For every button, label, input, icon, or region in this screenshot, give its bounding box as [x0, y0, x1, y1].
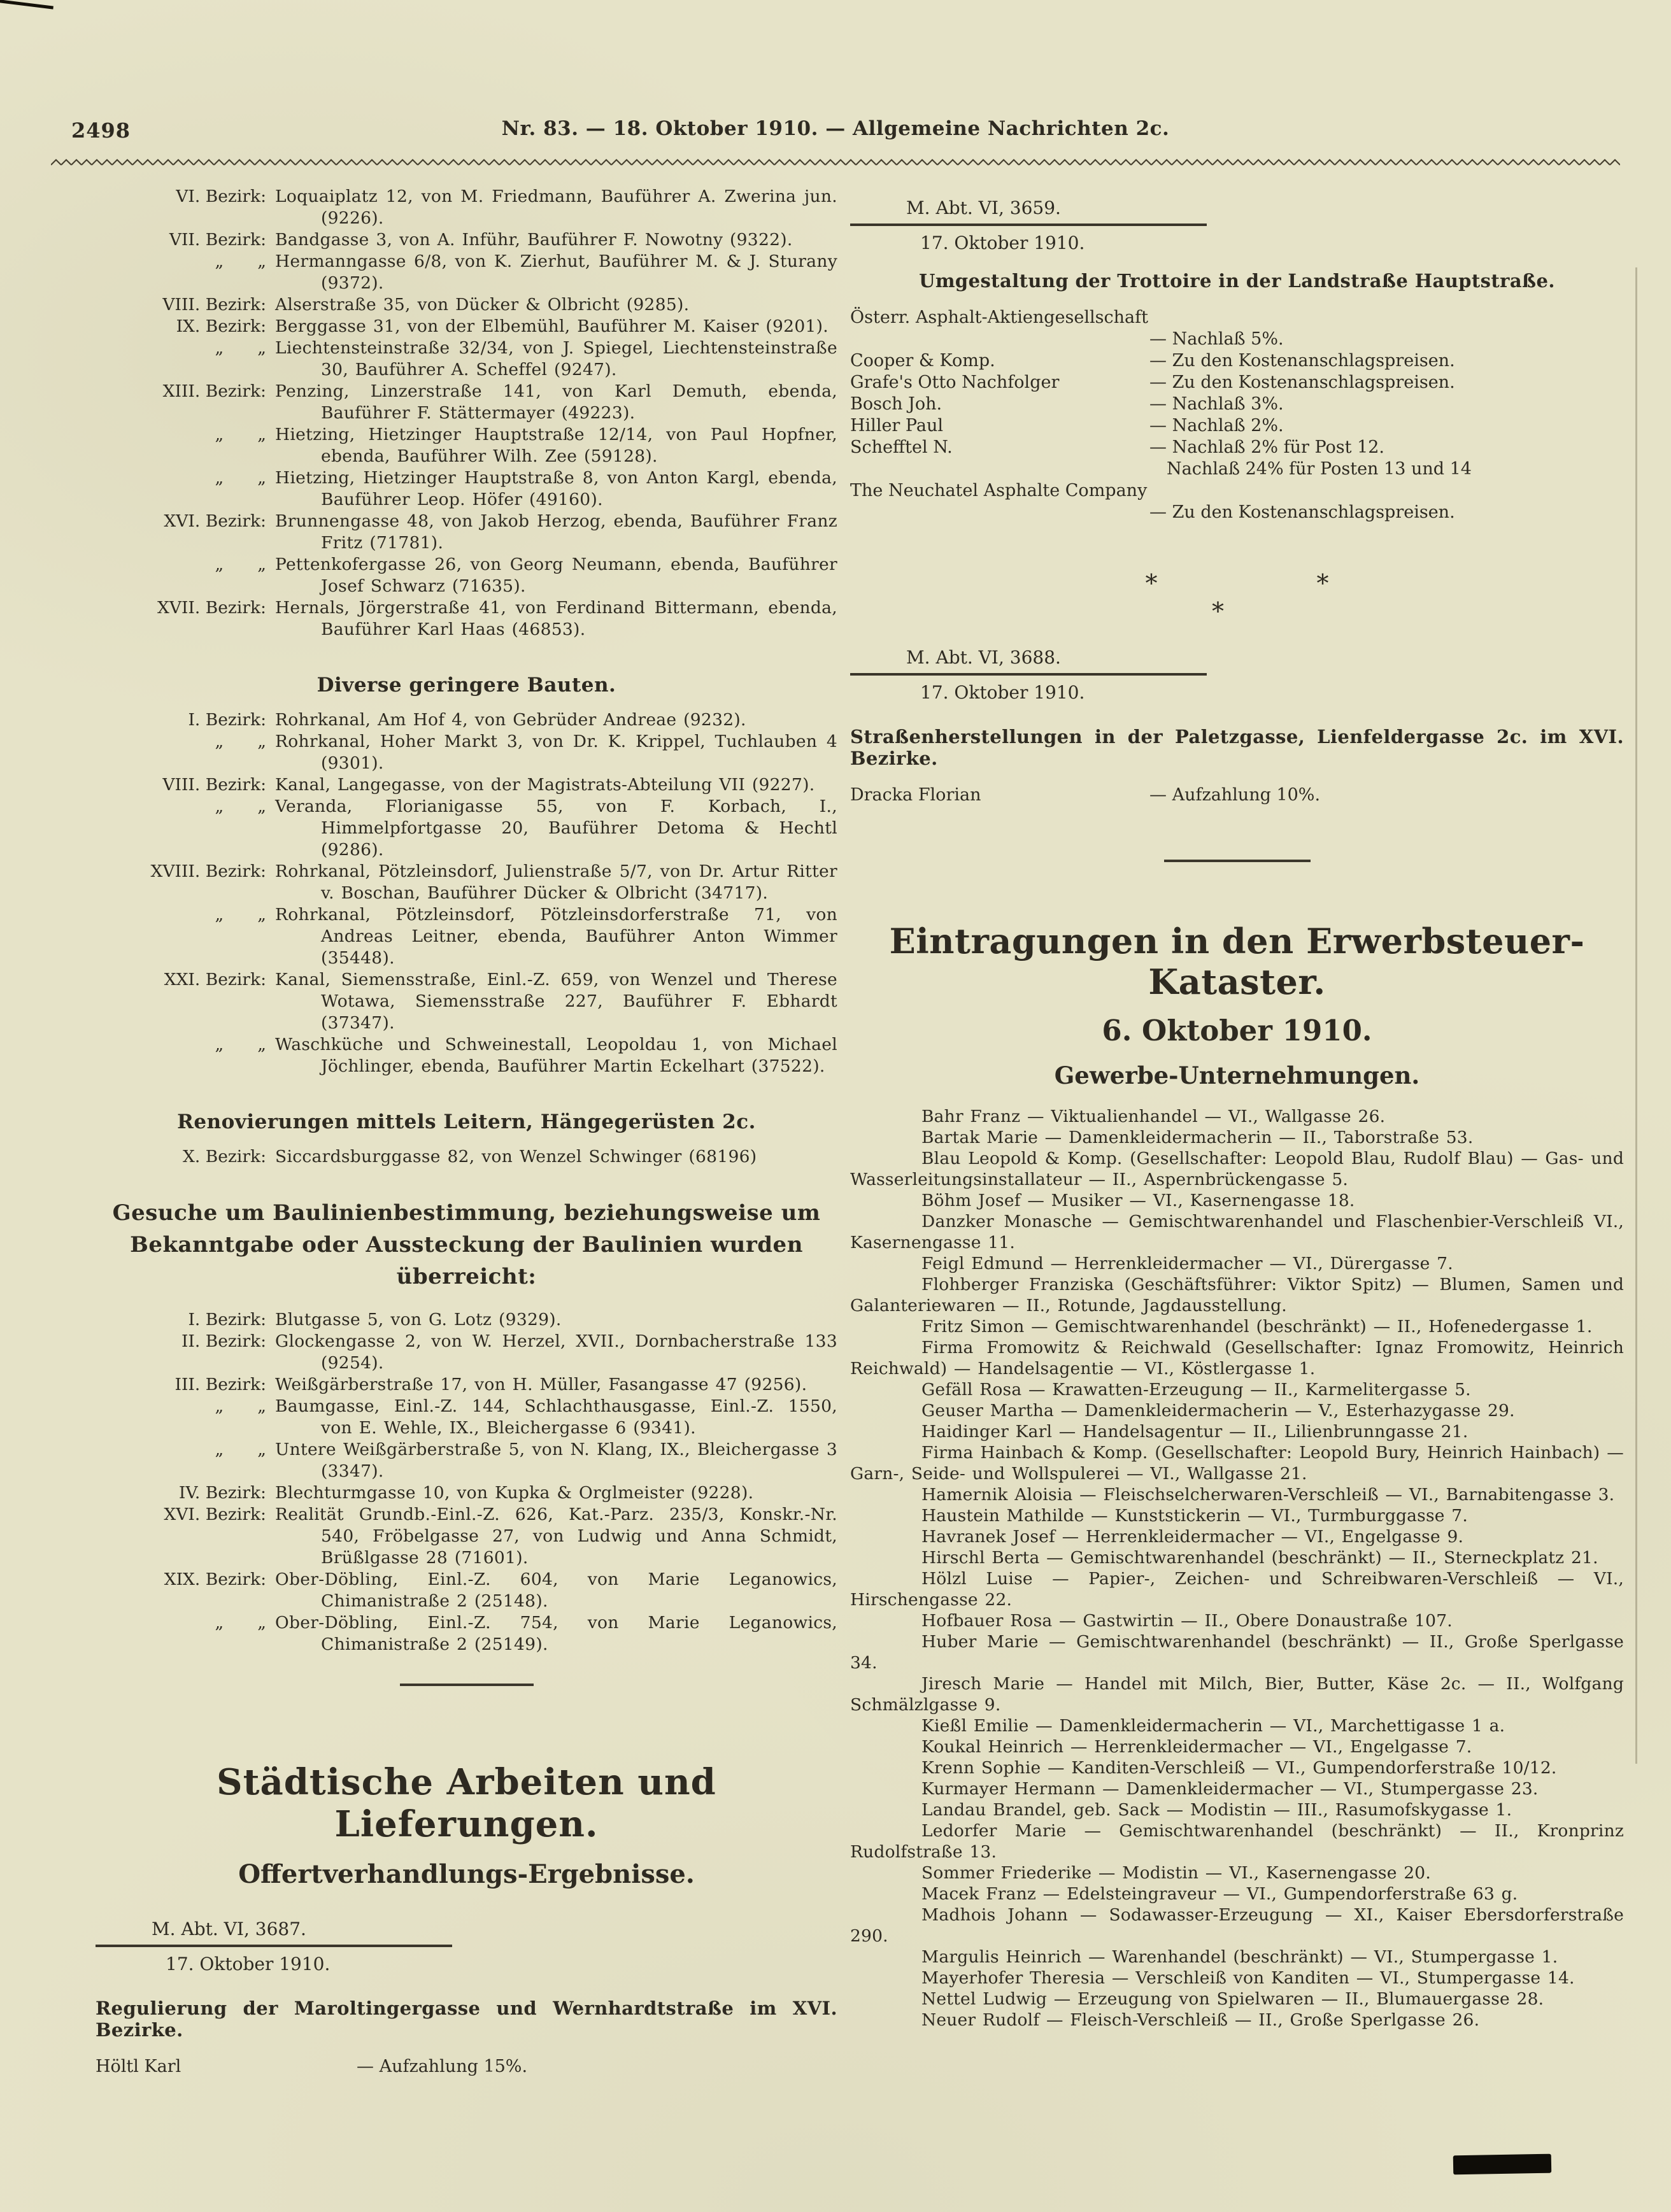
- bezirk-text: Blechturmgasse 10, von Kupka & Orglmeister (9228).: [275, 1483, 754, 1503]
- gewerbe-entry: Ledorfer Marie — Gemischtwarenhandel (beschränkt) — II., Kronprinz Rudolfstraße 13.: [850, 1821, 1624, 1862]
- bezirk-text: Untere Weißgärberstraße 5, von N. Klang, IX., Bleichergasse 3 (3347).: [275, 1440, 837, 1481]
- bidder-result: — Zu den Kostenanschlagspreisen.: [1149, 372, 1455, 392]
- bidders-regulierung: [96, 2056, 837, 2078]
- bezirk-label: „ „: [215, 1035, 266, 1054]
- section-heading-diverse-bauten: Diverse geringere Bauten.: [316, 674, 616, 697]
- bidder-name: [850, 458, 1149, 480]
- bidder-row: [850, 307, 1624, 329]
- gewerbe-entry: Jiresch Marie — Handel mit Milch, Bier, Butter, Käse 2c. — II., Wolfgang Schmälzlgasse 9.: [850, 1674, 1624, 1715]
- renovierungen-entries-list: [96, 1146, 837, 1168]
- gewerbe-entry: Neuer Rudolf — Fleisch-Verschleiß — II., Große Sperlgasse 26.: [921, 2010, 1480, 2030]
- bezirk-text: Hermanngasse 6/8, von K. Zierhut, Bauführer M. & J. Sturany (9372).: [275, 252, 837, 293]
- right-column: [850, 191, 1624, 2031]
- bidder-result: — Nachlaß 3%.: [1149, 394, 1284, 414]
- gewerbe-entry: Madhois Johann — Sodawasser-Erzeugung — XI., Kaiser Ebersdorferstraße 290.: [850, 1905, 1624, 1946]
- bidder-row: [96, 2056, 837, 2078]
- bezirk-entry: [96, 1396, 837, 1439]
- bezirk-entry: [96, 969, 837, 1034]
- section-heading-renovierungen: Renovierungen mittels Leitern, Hängegerüsten 2c.: [177, 1110, 756, 1133]
- bezirk-text: Kanal, Langegasse, von der Magistrats-Abteilung VII (9227).: [275, 775, 815, 795]
- bezirk-entry: [96, 554, 837, 597]
- bezirk-label: VIII. Bezirk:: [162, 295, 266, 315]
- bidder-row: [850, 458, 1624, 480]
- bezirk-entry: [96, 337, 837, 381]
- bezirk-label: XIII. Bezirk:: [162, 381, 266, 401]
- bidder-result: [1149, 480, 1624, 502]
- bidder-name: Österr. Asphalt-Aktiengesellschaft: [850, 308, 1148, 327]
- bezirk-label: XXI. Bezirk:: [164, 970, 266, 989]
- bezirk-entry: [96, 381, 837, 424]
- gewerbe-entry: Firma Fromowitz & Reichwald (Gesellschafter: Ignaz Fromowitz, Heinrich Reichwald) — Handelsagentie — VI., Köstlergasse 1.: [850, 1338, 1624, 1379]
- gewerbe-entry: Landau Brandel, geb. Sack — Modistin — III., Rasumofskygasse 1.: [921, 1800, 1512, 1820]
- gewerbe-entry: Havranek Josef — Herrenkleidermacher — VI., Engelgasse 9.: [921, 1527, 1464, 1547]
- bidder-result: — Nachlaß 5%.: [1149, 329, 1284, 349]
- bezirk-entry: [96, 1569, 837, 1612]
- bezirk-text: Bandgasse 3, von A. Inführ, Bauführer F. Nowotny (9322).: [275, 230, 793, 250]
- bidder-name: Dracka Florian: [850, 785, 981, 805]
- bezirk-label: XIX. Bezirk:: [164, 1570, 266, 1589]
- doc-ref-3688: M. Abt. VI, 3688.: [850, 647, 1207, 676]
- notice-title-strassenherstellungen: Straßenherstellungen in der Paletzgasse, Lienfeldergasse 2c. im XVI. Bezirke.: [850, 726, 1624, 769]
- bidder-row: [850, 329, 1624, 350]
- gewerbe-entry: Hamernik Aloisia — Fleischselcherwaren-Verschleiß — VI., Barnabitengasse 3.: [921, 1485, 1615, 1505]
- gesuche-entries-list: [96, 1309, 837, 1655]
- bidder-name: Cooper & Komp.: [850, 351, 995, 371]
- bezirk-entry: [96, 1374, 837, 1396]
- bezirk-entry: [96, 186, 837, 229]
- bezirk-label: XVIII. Bezirk:: [150, 861, 266, 881]
- bidder-result: [1149, 307, 1624, 329]
- bezirk-label: I. Bezirk:: [188, 1310, 266, 1329]
- bidder-result: — Nachlaß 2%.: [1149, 416, 1284, 436]
- bezirk-label: „ „: [215, 797, 266, 816]
- bidder-row: [850, 784, 1624, 806]
- asterisk-icon: *: [1316, 569, 1329, 597]
- bezirk-text: Rohrkanal, Pötzleinsdorf, Julienstraße 5/7, von Dr. Artur Ritter v. Boschan, Bauführer Dücker & Olbricht (34717).: [275, 861, 837, 903]
- gewerbe-entry: Haustein Mathilde — Kunststickerin — VI., Turmburggasse 7.: [921, 1506, 1468, 1526]
- bezirk-label: XVI. Bezirk:: [164, 511, 266, 531]
- bidder-name: [850, 502, 1149, 523]
- bezirk-label: „ „: [215, 338, 266, 358]
- gewerbe-entry: Bahr Franz — Viktualienhandel — VI., Wallgasse 26.: [921, 1107, 1386, 1126]
- notice-title-regulierung: Regulierung der Maroltingergasse und Wernhardtstraße im XVI. Bezirke.: [96, 1997, 837, 2041]
- bezirk-text: Liechtensteinstraße 32/34, von J. Spiegel, Liechtensteinstraße 30, Bauführer A. Scheffel (9247).: [275, 338, 837, 379]
- section-heading-gesuche: Gesuche um Baulinienbestimmung, beziehungsweise um Bekanntgabe oder Aussteckung der Baulinien wurden überreicht:: [112, 1200, 821, 1289]
- bidder-row: [850, 372, 1624, 393]
- gewerbe-entry: Margulis Heinrich — Warenhandel (beschränkt) — VI., Stumpergasse 1.: [921, 1947, 1558, 1967]
- bezirk-label: „ „: [215, 468, 266, 488]
- bidder-name: [850, 329, 1149, 350]
- gewerbe-entry: Blau Leopold & Komp. (Gesellschafter: Leopold Blau, Rudolf Blau) — Gas- und Wasserleitungsinstallateur — II., Aspernbrückengasse 5.: [850, 1149, 1624, 1189]
- bezirk-label: III. Bezirk:: [174, 1375, 266, 1394]
- doc-ref-3687: M. Abt. VI, 3687.: [96, 1918, 452, 1947]
- bezirk-entry: [96, 1439, 837, 1482]
- section-divider: [400, 1684, 534, 1686]
- bezirk-label: X. Bezirk:: [183, 1147, 266, 1166]
- bezirk-text: Veranda, Florianigasse 55, von F. Korbach, I., Himmelpfortgasse 20, Bauführer Detoma & Hechtl (9286).: [275, 797, 837, 860]
- bezirk-text: Alserstraße 35, von Dücker & Olbricht (9285).: [275, 295, 690, 315]
- bezirk-entry: [96, 1309, 837, 1331]
- bidder-result: — Aufzahlung 15%.: [357, 2057, 528, 2076]
- bezirk-label: I. Bezirk:: [188, 710, 266, 730]
- asterisk-icon: *: [1145, 569, 1158, 597]
- gewerbe-entry: Danzker Monasche — Gemischtwarenhandel und Flaschenbier-Verschleiß VI., Kasernengasse 11.: [850, 1212, 1624, 1252]
- bezirk-label: „ „: [215, 1440, 266, 1459]
- bezirk-text: Weißgärberstraße 17, von H. Müller, Fasangasse 47 (9256).: [275, 1375, 807, 1394]
- bezirk-text: Pettenkofergasse 26, von Georg Neumann, ebenda, Bauführer Josef Schwarz (71635).: [275, 555, 837, 596]
- bezirk-text: Hernals, Jörgerstraße 41, von Ferdinand Bittermann, ebenda, Bauführer Karl Haas (46853).: [275, 598, 837, 639]
- bezirk-label: II. Bezirk:: [181, 1331, 266, 1351]
- bidder-result: Nachlaß 24% für Posten 13 und 14: [1149, 459, 1472, 479]
- bezirk-entry: [96, 1034, 837, 1077]
- bezirk-text: Baumgasse, Einl.-Z. 144, Schlachthausgasse, Einl.-Z. 1550, von E. Wehle, IX., Bleichergasse 6 (9341).: [275, 1396, 837, 1438]
- bezirk-entry: [96, 316, 837, 337]
- doc-date-3688: 17. Oktober 1910.: [920, 682, 1085, 703]
- bezirk-entry: [96, 774, 837, 796]
- gewerbe-entry: Flohberger Franziska (Geschäftsführer: Viktor Spitz) — Blumen, Samen und Galanteriewaren — II., Rotunde, Jagdausstellung.: [850, 1275, 1624, 1315]
- gewerbe-entry: Böhm Josef — Musiker — VI., Kasernengasse 18.: [921, 1191, 1355, 1210]
- bidder-row: [850, 393, 1624, 415]
- bezirk-label: „ „: [215, 555, 266, 574]
- scan-artifact-ink-blot: [1453, 2154, 1552, 2175]
- bezirk-text: Hietzing, Hietzinger Hauptstraße 12/14, von Paul Hopfner, ebenda, Bauführer Wilh. Zee (59128).: [275, 425, 837, 466]
- bezirk-label: „ „: [215, 1396, 266, 1416]
- kataster-subtitle: Gewerbe-Unternehmungen.: [1054, 1061, 1420, 1089]
- gewerbe-entry: Firma Hainbach & Komp. (Gesellschafter: Leopold Bury, Heinrich Hainbach) — Garn-, Seide- und Wollspulerei — VI., Wallgasse 21.: [850, 1443, 1624, 1484]
- bezirk-entry: [96, 731, 837, 774]
- gewerbe-list: [850, 1106, 1624, 2031]
- bezirk-text: Waschküche und Schweinestall, Leopoldau 1, von Michael Jöchlinger, ebenda, Bauführer Martin Eckelhart (37522).: [275, 1035, 837, 1076]
- gewerbe-entry: Huber Marie — Gemischtwarenhandel (beschränkt) — II., Große Sperlgasse 34.: [850, 1632, 1624, 1673]
- bezirk-label: „ „: [215, 905, 266, 925]
- bidders-strassen: [850, 784, 1624, 806]
- bidder-result: — Nachlaß 2% für Post 12.: [1149, 437, 1385, 457]
- bidder-result: — Zu den Kostenanschlagspreisen.: [1149, 351, 1455, 371]
- bezirk-entry: [96, 424, 837, 467]
- bidders-trottoire: [850, 307, 1624, 523]
- asterisk-icon: *: [1212, 597, 1224, 625]
- bezirk-label: „ „: [215, 252, 266, 271]
- gewerbe-entry: Hölzl Luise — Papier-, Zeichen- und Schreibwaren-Verschleiß — VI., Hirschengasse 22.: [850, 1569, 1624, 1610]
- page-header-title: Nr. 83. — 18. Oktober 1910. — Allgemeine Nachrichten 2c.: [501, 117, 1170, 140]
- gewerbe-entry: Kurmayer Hermann — Damenkleidermacher — VI., Stumpergasse 23.: [921, 1779, 1539, 1799]
- bezirk-entry: [96, 861, 837, 904]
- gewerbe-entry: Kießl Emilie — Damenkleidermacherin — VI., Marchettigasse 1 a.: [921, 1716, 1505, 1736]
- gewerbe-entry: Nettel Ludwig — Erzeugung von Spielwaren — II., Blumauergasse 28.: [921, 1989, 1544, 2009]
- bezirk-text: Rohrkanal, Hoher Markt 3, von Dr. K. Krippel, Tuchlauben 4 (9301).: [275, 732, 837, 773]
- bezirk-entry: [96, 467, 837, 511]
- bidder-row: [850, 502, 1624, 523]
- zigzag-divider: [51, 157, 1620, 168]
- bezirk-text: Rohrkanal, Am Hof 4, von Gebrüder Andreae (9232).: [275, 710, 746, 730]
- bezirk-entry: [96, 251, 837, 294]
- bezirk-entry: [96, 796, 837, 861]
- left-column: [96, 186, 837, 2078]
- bezirk-text: Brunnengasse 48, von Jakob Herzog, ebenda, Bauführer Franz Fritz (71781).: [275, 511, 837, 553]
- bezirk-text: Blutgasse 5, von G. Lotz (9329).: [275, 1310, 562, 1329]
- bezirk-label: VII. Bezirk:: [169, 230, 266, 250]
- bezirk-text: Hietzing, Hietzinger Hauptstraße 8, von Anton Kargl, ebenda, Bauführer Leop. Höfer (49160).: [275, 468, 837, 509]
- page-number: 2498: [71, 118, 131, 143]
- bezirk-text: Rohrkanal, Pötzleinsdorf, Pötzleinsdorferstraße 71, von Andreas Leitner, ebenda, Bauführer Anton Wimmer (35448).: [275, 905, 837, 968]
- gewerbe-entry: Macek Franz — Edelsteingraveur — VI., Gumpendorferstraße 63 g.: [921, 1884, 1518, 1904]
- bezirk-entry: [96, 294, 837, 316]
- bezirk-entry: [96, 229, 837, 251]
- gewerbe-entry: Haidinger Karl — Handelsagentur — II., Lilienbrunngasse 21.: [921, 1422, 1468, 1442]
- gewerbe-entry: Hirschl Berta — Gemischtwarenhandel (beschränkt) — II., Sterneckplatz 21.: [921, 1548, 1598, 1568]
- staedtische-arbeiten-title: Städtische Arbeiten und Lieferungen.: [217, 1761, 716, 1845]
- bezirk-label: VIII. Bezirk:: [162, 775, 266, 795]
- bezirk-label: IV. Bezirk:: [178, 1483, 266, 1503]
- bezirk-text: Realität Grundb.-Einl.-Z. 626, Kat.-Parz. 235/3, Konskr.-Nr. 540, Fröbelgasse 27, von Ludwig und Anna Schmidt, Brüßlgasse 28 (71601).: [275, 1505, 837, 1568]
- gewerbe-entry: Koukal Heinrich — Herrenkleidermacher — VI., Engelgasse 7.: [921, 1737, 1472, 1757]
- bezirk-text: Kanal, Siemensstraße, Einl.-Z. 659, von Wenzel und Therese Wotawa, Siemensstraße 227, Bauführer F. Ebhardt (37347).: [275, 970, 837, 1033]
- bidder-row: [850, 437, 1624, 458]
- bidder-name: Grafe's Otto Nachfolger: [850, 372, 1060, 392]
- bezirk-entry: [96, 1331, 837, 1374]
- kataster-title: Eintragungen in den Erwerbsteuer-Kataster.: [889, 921, 1585, 1002]
- gewerbe-entry: Bartak Marie — Damenkleidermacherin — II., Taborstraße 53.: [921, 1128, 1474, 1147]
- bezirk-entry: [96, 597, 837, 641]
- bezirk-label: IX. Bezirk:: [176, 316, 266, 336]
- bidder-result: — Aufzahlung 10%.: [1149, 785, 1321, 805]
- asterisk-separator: [850, 569, 1624, 625]
- bezirk-entry: [96, 511, 837, 554]
- gewerbe-entry: Feigl Edmund — Herrenkleidermacher — VI., Dürergasse 7.: [921, 1254, 1453, 1273]
- bidder-row: [850, 350, 1624, 372]
- offertverhandlungs-subtitle: Offertverhandlungs-Ergebnisse.: [238, 1859, 695, 1889]
- bidder-name: Höltl Karl: [96, 2057, 181, 2076]
- bezirk-text: Penzing, Linzerstraße 141, von Karl Demuth, ebenda, Bauführer F. Stättermayer (49223).: [275, 381, 837, 423]
- notice-title-trottoire: Umgestaltung der Trottoire in der Landstraße Hauptstraße.: [919, 270, 1555, 292]
- bezirk-label: XVII. Bezirk:: [157, 598, 266, 618]
- gewerbe-entry: Krenn Sophie — Kanditen-Verschleiß — VI., Gumpendorferstraße 10/12.: [921, 1758, 1557, 1778]
- bezirk-entry: [96, 1482, 837, 1504]
- bezirk-text: Siccardsburggasse 82, von Wenzel Schwinger (68196): [275, 1147, 757, 1166]
- bezirk-label: VI. Bezirk:: [176, 187, 266, 206]
- gewerbe-entry: Sommer Friederike — Modistin — VI., Kasernengasse 20.: [921, 1863, 1431, 1883]
- bezirk-text: Berggasse 31, von der Elbemühl, Bauführer M. Kaiser (9201).: [275, 316, 829, 336]
- scan-artifact-top-edge: [0, 0, 53, 10]
- bezirk-label: „ „: [215, 1613, 266, 1633]
- bezirk-entry: [96, 1146, 837, 1168]
- doc-ref-3659: M. Abt. VI, 3659.: [850, 197, 1207, 226]
- bidder-result: — Zu den Kostenanschlagspreisen.: [1149, 502, 1455, 522]
- bezirk-label: „ „: [215, 425, 266, 444]
- gewerbe-entry: Gefäll Rosa — Krawatten-Erzeugung — II., Karmelitergasse 5.: [921, 1380, 1471, 1400]
- bezirk-text: Glockengasse 2, von W. Herzel, XVII., Dornbacherstraße 133 (9254).: [275, 1331, 837, 1373]
- gewerbe-entry: Fritz Simon — Gemischtwarenhandel (beschränkt) — II., Hofenedergasse 1.: [921, 1317, 1593, 1336]
- gewerbe-entry: Mayerhofer Theresia — Verschleiß von Kanditen — VI., Stumpergasse 14.: [921, 1968, 1575, 1988]
- diverse-entries-list: [96, 709, 837, 1077]
- bezirk-entry: [96, 709, 837, 731]
- bezirk-text: Loquaiplatz 12, von M. Friedmann, Bauführer A. Zwerina jun. (9226).: [275, 187, 837, 228]
- gewerbe-entry: Geuser Martha — Damenkleidermacherin — V., Esterhazygasse 29.: [921, 1401, 1515, 1421]
- bezirk-entry: [96, 904, 837, 969]
- gewerbe-entry: Hofbauer Rosa — Gastwirtin — II., Obere Donaustraße 107.: [921, 1611, 1453, 1631]
- bidder-name: The Neuchatel Asphalte Company: [850, 481, 1148, 500]
- bezirk-entry: [96, 1504, 837, 1569]
- bezirk-text: Ober-Döbling, Einl.-Z. 754, von Marie Leganowics, Chimanistraße 2 (25149).: [275, 1613, 837, 1654]
- bidder-name: Schefftel N.: [850, 437, 953, 457]
- bezirk-text: Ober-Döbling, Einl.-Z. 604, von Marie Leganowics, Chimanistraße 2 (25148).: [275, 1570, 837, 1611]
- kataster-date: 6. Oktober 1910.: [1102, 1014, 1372, 1047]
- bezirk-label: „ „: [215, 732, 266, 751]
- section-divider: [1164, 860, 1311, 862]
- bidder-row: [850, 415, 1624, 437]
- bidder-row: [850, 480, 1624, 502]
- bidder-name: Bosch Joh.: [850, 394, 942, 414]
- bau-entries-list: [96, 186, 837, 641]
- bezirk-label: XVI. Bezirk:: [164, 1505, 266, 1524]
- scan-artifact-right-edge: [1635, 267, 1637, 1764]
- doc-date-3687: 17. Oktober 1910.: [166, 1953, 331, 1974]
- doc-date-3659: 17. Oktober 1910.: [920, 232, 1085, 253]
- bezirk-entry: [96, 1612, 837, 1655]
- bidder-name: Hiller Paul: [850, 416, 943, 436]
